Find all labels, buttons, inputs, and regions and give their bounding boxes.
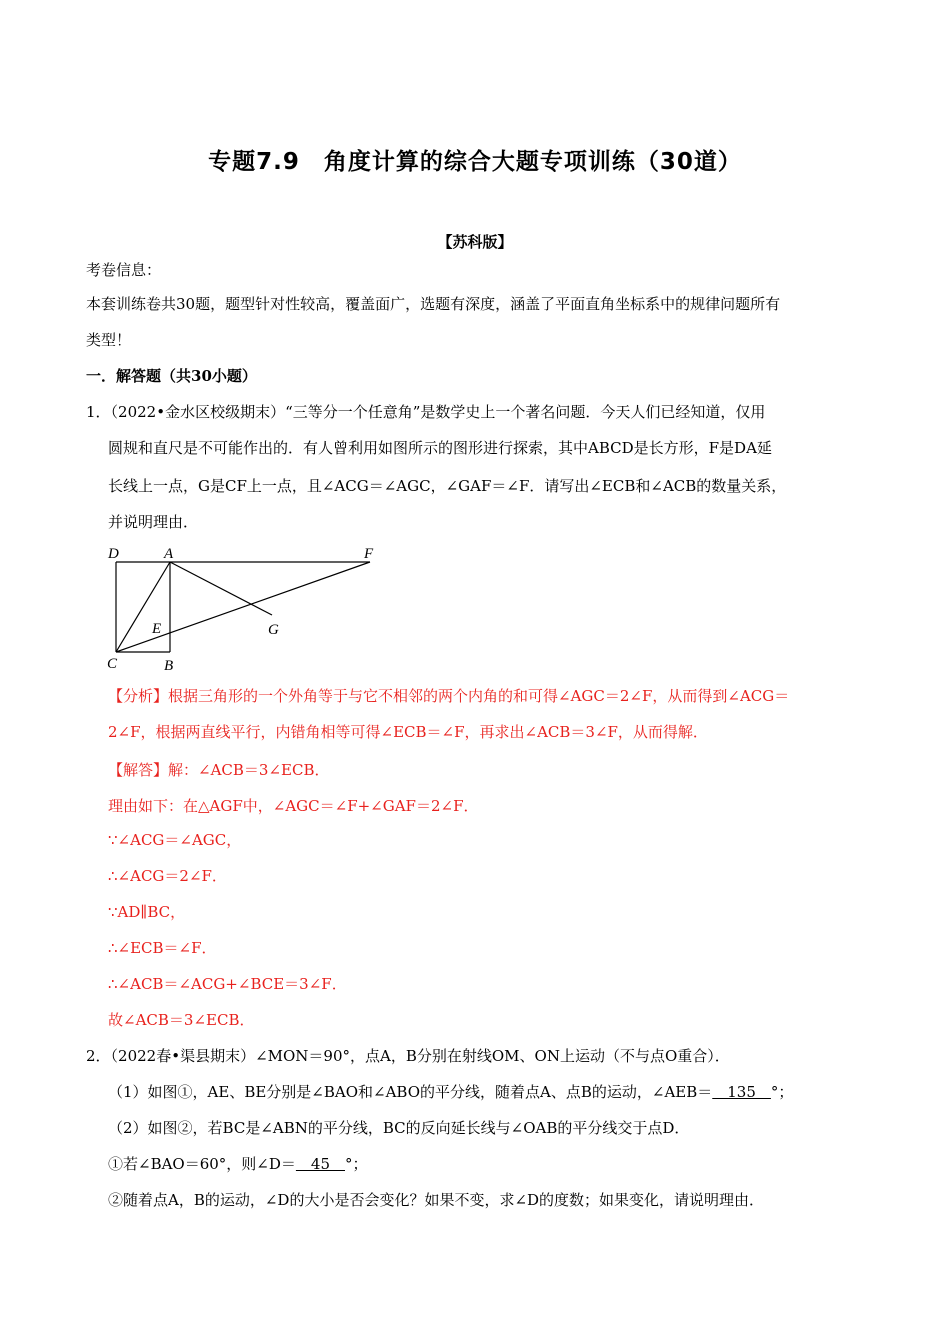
q1-line-1: 1．（2022•金水区校级期末）“三等分一个任意角”是数学史上一个著名问题．今天人们已经知道，仅用 [86, 403, 766, 421]
info-label: 考卷信息： [86, 261, 162, 279]
label-A: A [164, 546, 174, 562]
label-C: C [107, 656, 118, 672]
answer-line-7: ∴∠ACB＝∠ACG+∠BCE＝3∠F． [108, 975, 347, 993]
geometry-figure [100, 540, 390, 675]
section-heading: 一．解答题（共30小题） [86, 367, 257, 385]
q2-sub-1-prefix: ①若∠BAO＝60°，则∠D＝ [108, 1155, 296, 1173]
answer-line-5: ∵AD∥BC， [108, 903, 186, 921]
label-G: G [268, 622, 279, 638]
label-D: D [108, 546, 119, 562]
answer-line-2: 理由如下：在△AGF中，∠AGC＝∠F+∠GAF＝2∠F． [108, 797, 479, 815]
q2-sub-1-suffix: °； [345, 1155, 368, 1173]
answer-line-8: 故∠ACB＝3∠ECB． [108, 1011, 255, 1029]
q2-part-1-suffix: °； [770, 1083, 794, 1101]
segment-AC [116, 562, 170, 652]
q2-part-1-answer: 135 [712, 1083, 771, 1101]
q2-sub-2: ②随着点A，B的运动，∠D的大小是否会变化？如果不变，求∠D的度数；如果变化，请说明理由． [108, 1191, 765, 1209]
label-E: E [152, 621, 162, 637]
analysis-line-1: 【分析】根据三角形的一个外角等于与它不相邻的两个内角的和可得∠AGC＝2∠F，从而得到∠ACG＝ [108, 687, 790, 705]
answer-line-1: 【解答】解：∠ACB＝3∠ECB． [108, 761, 330, 779]
label-B: B [164, 658, 174, 674]
q2-sub-1-answer: 45 [295, 1155, 345, 1173]
answer-line-4: ∴∠ACG＝2∠F． [108, 867, 227, 885]
edition-label: 【苏科版】 [437, 233, 513, 251]
q1-line-4: 并说明理由． [108, 513, 199, 531]
info-line-1: 本套训练卷共30题，题型针对性较高，覆盖面广，选题有深度，涵盖了平面直角坐标系中的规律问题所有 [86, 295, 781, 313]
q2-part-2: （2）如图②，若BC是∠ABN的平分线，BC的反向延长线与∠OAB的平分线交于点D． [108, 1119, 690, 1137]
q2-sub-1 [108, 1154, 368, 1174]
q2-part-1-prefix: （1）如图①，AE、BE分别是∠BAO和∠ABO的平分线，随着点A、点B的运动，∠AEB＝ [108, 1083, 713, 1101]
q2-part-1 [108, 1082, 793, 1102]
info-line-2: 类型！ [86, 331, 132, 349]
answer-line-6: ∴∠ECB＝∠F． [108, 939, 217, 957]
answer-line-3: ∵∠ACG＝∠AGC， [108, 831, 242, 849]
q1-line-2: 圆规和直尺是不可能作出的．有人曾利用如图所示的图形进行探索，其中ABCD是长方形，F是DA延 [108, 439, 772, 457]
segment-AG [170, 562, 272, 615]
q2-line-1: 2．（2022春•渠县期末）∠MON＝90°，点A，B分别在射线OM、ON上运动（不与点O重合）． [86, 1047, 730, 1065]
label-F: F [364, 546, 374, 562]
analysis-line-2: 2∠F，根据两直线平行，内错角相等可得∠ECB＝∠F，再求出∠ACB＝3∠F，从而得解． [108, 723, 708, 741]
segment-CF [116, 562, 370, 652]
q1-line-3: 长线上一点，G是CF上一点，且∠ACG＝∠AGC，∠GAF＝∠F．请写出∠ECB和∠ACB的数量关系， [108, 477, 787, 495]
page-title: 专题7.9 角度计算的综合大题专项训练（30道） [208, 149, 742, 175]
